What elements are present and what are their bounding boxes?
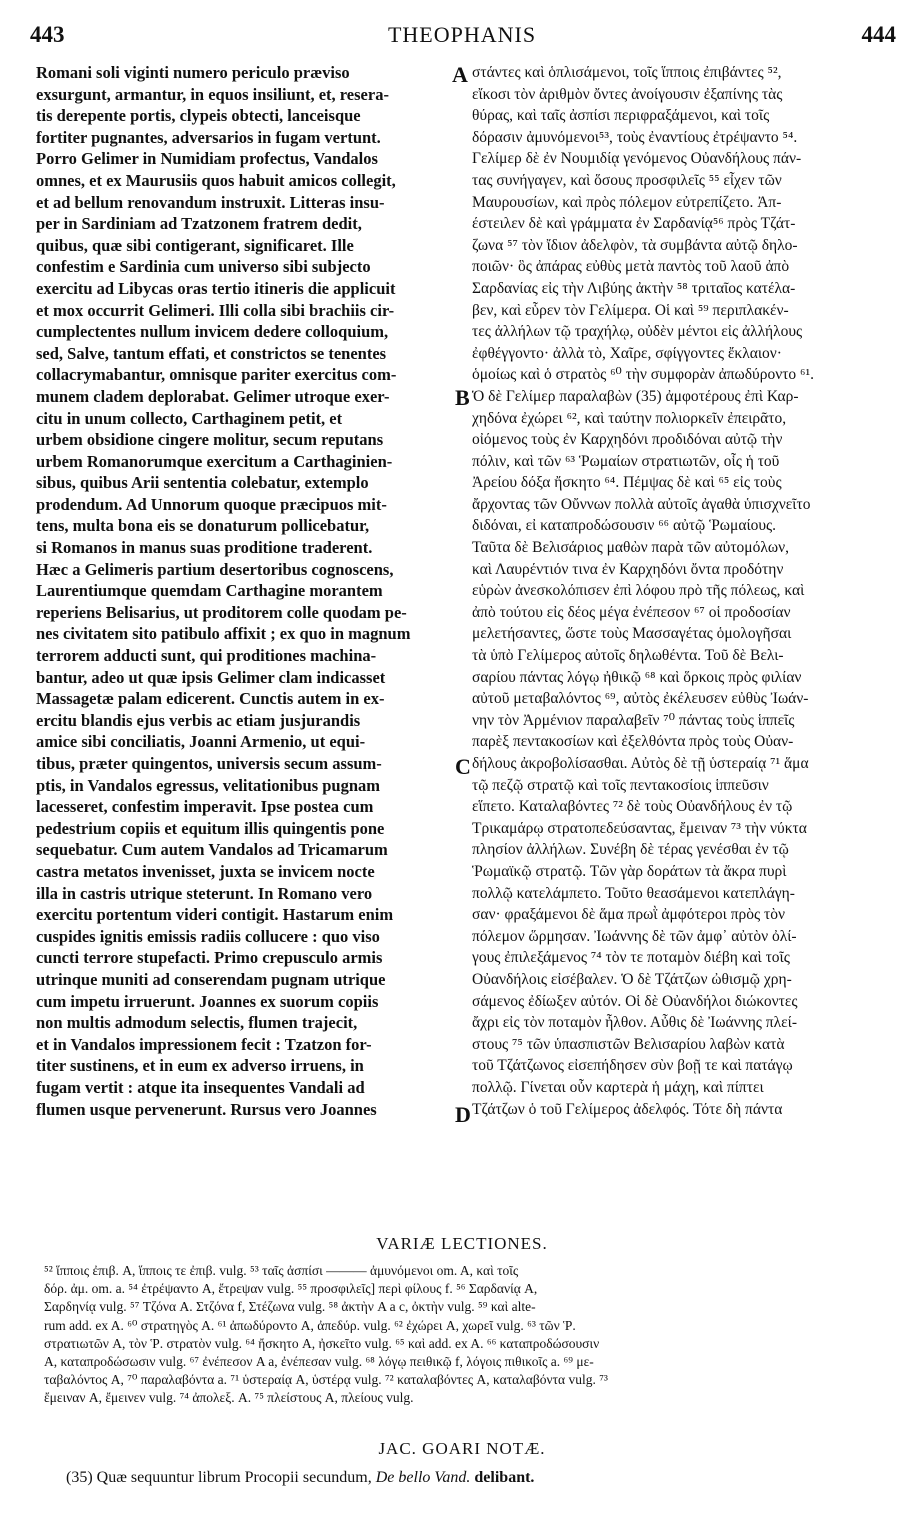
latin-line: bantur, adeo ut quæ ipsis Gelimer clam indicasset	[36, 667, 386, 687]
latin-line: nes civitatem sito patibulo affixit ; ex quo in magnum	[36, 624, 411, 644]
greek-line: ἐφθέγγοντο· ἀλλὰ τὸ, Χαῖρε, σφίγγοντες ἔκλαιον·	[472, 344, 782, 362]
greek-line: ἄρχοντας τῶν Οὔννων πολλὰ αὐτοῖς ἀγαθὰ ὑπισχνεῖτο	[472, 495, 811, 513]
latin-line: Porro Gelimer in Numidiam profectus, Vandalos	[36, 149, 378, 169]
greek-line: εὑρὼν ἀνεσκολόπισεν ἐπὶ λόφου πρὸ τῆς πόλεως, καὶ	[472, 582, 805, 600]
latin-line: lacesseret, confestim imperavit. Ipse postea cum	[36, 797, 374, 817]
latin-line: per in Sardiniam ad Tzatzonem fratrem dedit,	[36, 214, 362, 234]
latin-line: Hæc a Gelimeris partium desertoribus cognoscens,	[36, 559, 394, 579]
greek-line: Οὐανδήλοις εἰσέβαλεν. Ὁ δὲ Τζάτζων ὠθισμῷ χρη-	[472, 970, 792, 988]
greek-line: χηδόνα ἐχώρει ⁶², καὶ ταύτην πολιορκεῖν ἐπειρᾶτο,	[472, 409, 787, 427]
footnote-text: (35) Quæ sequuntur librum Procopii secundum,	[66, 1469, 372, 1486]
greek-line: οἰόμενος τοὺς ἐν Καρχηδόνι προδιδόναι αὐτῷ τὴν	[472, 431, 783, 449]
greek-line: στάντες καὶ ὁπλισάμενοι, τοῖς ἵπποις ἐπιβάντες ⁵²,	[472, 64, 782, 81]
greek-line: πλησίον ἀλλήλων. Συνέβη δὲ τέρας γενέσθαι ἐν τῷ	[472, 841, 789, 859]
variae-lectiones-heading: VARIÆ LECTIONES.	[376, 1234, 548, 1253]
latin-line: cuncti terrore stupefacti. Primo crepusculo armis	[36, 948, 383, 968]
greek-line: τας συνήγαγεν, καὶ ὅσους προσφιλεῖς ⁵⁵ εἶχεν τῶν	[472, 171, 782, 189]
latin-line: sed, Salve, tantum effati, et constrictos se tenentes	[36, 343, 387, 363]
latin-line: fugam vertit : atque ita insequentes Vandali ad	[36, 1077, 365, 1097]
latin-line: Massagetæ palam edicerent. Cunctis autem in ex-	[36, 689, 385, 709]
greek-line: δήλους ἀκροβολίσασθαι. Αὐτὸς δὲ τῇ ὑστεραίᾳ ⁷¹ ἅμα	[472, 755, 809, 772]
latin-line: sequebatur. Cum autem Vandalos ad Tricamarum	[36, 840, 388, 860]
latin-line: Laurentiumque quemdam Carthagine morantem	[36, 581, 383, 601]
latin-line: si Romanos in manus suas proditione traderent.	[36, 538, 373, 558]
greek-line: Τζάτζων ὁ τοῦ Γελίμερος ἀδελφός. Τότε δὴ πάντα	[472, 1100, 783, 1118]
footnote-reference: De bello Vand.	[375, 1469, 471, 1486]
latin-line: amice sibi conciliatis, Joanni Armenio, ut equi-	[36, 732, 366, 752]
greek-line: πόλεμον ὥρμησαν. Ἰωάννης δὲ τῶν ἀμφ᾽ αὐτὸν ὀλί-	[472, 927, 797, 945]
footnote-35	[66, 1469, 534, 1487]
greek-line: σάμενος ἐδίωξεν αὐτόν. Οἱ δὲ Οὐανδήλοι διώκοντες	[472, 992, 798, 1010]
greek-line: ἄχρι εἰς τὸν ποταμὸν ἦλθον. Αὖθις δὲ Ἰωάννης πλεί-	[472, 1014, 797, 1032]
greek-line: πόλιν, καὶ τῶν ⁶³ Ῥωμαίων στρατιωτῶν, οἷς ἡ τοῦ	[472, 452, 780, 470]
latin-line: omnes, et ex Maurusiis quos habuit amicos collegit,	[36, 170, 396, 190]
greek-line: ὁμοίως καὶ ὁ στρατὸς ⁶⁰ τὴν συμφορὰν ἀπωδύροντο ⁶¹.	[472, 366, 814, 384]
latin-line: utrinque muniti ad conserendam pugnam utrique	[36, 969, 386, 989]
variae-lectiones	[44, 1262, 900, 1408]
latin-line: quibus, quæ sibi contigerant, significaret. Ille	[36, 235, 354, 255]
variant-line: στρατιωτῶν A, τὸν Ῥ. στρατὸν vulg. ⁶⁴ ἤσκητο A, ἠσκεῖτο vulg. ⁶⁵ καὶ add. ex A. ⁶⁶ καταπροδώσουσιν	[44, 1335, 600, 1351]
latin-line: et mox occurrit Gelimeri. Illi colla sibi brachiis cir-	[36, 300, 395, 320]
latin-line: cumplectentes nullum invicem dedere colloquium,	[36, 322, 389, 342]
latin-line: fortiter pugnantes, adversarios in fugam vertunt.	[36, 127, 381, 147]
latin-line: urbem Romanorumque exercitum a Carthaginien-	[36, 451, 393, 471]
greek-line: καὶ Λαυρέντιόν τινα ἐν Καρχηδόνι ὄντα προδότην	[472, 560, 784, 578]
greek-line: βεν, καὶ εὗρεν τὸν Γελίμερα. Οἱ καὶ ⁵⁹ περιπλακέν-	[472, 301, 789, 319]
latin-line: urbem obsidione cingere molitur, secum reputans	[36, 430, 384, 450]
greek-line: Ἀρείου δόξα ἤσκητο ⁶⁴. Πέμψας δὲ καὶ ⁶⁵ εἰς τοὺς	[472, 474, 782, 492]
greek-line: τες ἀλλήλων τῷ τραχήλῳ, οὐδὲν μέντοι εἰς ἀλλήλους	[472, 323, 803, 341]
latin-line: cum impetu irruerunt. Joannes ex suorum copiis	[36, 991, 379, 1011]
variant-line: ⁵² ἵπποις ἐπιβ. A, ἵπποις τε ἐπιβ. vulg. ⁵³ ταῖς ἀσπίσι ——— ἀμυνόμενοι om. A, καὶ τοῖς	[44, 1263, 519, 1278]
latin-line: terrorem adducti sunt, qui proditiones machina-	[36, 646, 377, 666]
greek-line: θύρας, καὶ ταῖς ἀσπίσι περιφραξάμενοι, καὶ τοῖς	[472, 107, 770, 125]
latin-line: illa in castris utrique steterunt. In Romano vero	[36, 883, 373, 903]
greek-line: τὰ ὑπὸ Γελίμερος αὐτοῖς δηλωθέντα. Τοῦ δὲ Βελι-	[472, 647, 784, 665]
running-header	[0, 0, 924, 47]
greek-line: δόρασιν ἀμυνόμενοι⁵³, τοὺς ἐναντίους ἐτρέψαντο ⁵⁴.	[472, 128, 798, 146]
latin-line: exercitu ad Libycas oras tertio itineris die applicuit	[36, 278, 396, 298]
greek-line: Τρικαμάρῳ στρατοπεδεύσαντας, ἔμειναν ⁷³ τὴν νύκτα	[472, 819, 807, 837]
greek-line: Ῥωμαϊκῷ στρατῷ. Τῶν γὰρ δοράτων τὰ ἄκρα πυρὶ	[472, 862, 787, 880]
greek-line: τοῦ Τζάτζωνος εἰσεπήδησεν σὺν βοῇ τε καὶ πατάγῳ	[472, 1057, 793, 1075]
greek-column	[472, 62, 900, 1120]
greek-line: πολλῷ κατελάμπετο. Τοῦτο θεασάμενοι κατεπλάγη-	[472, 884, 795, 902]
latin-line: et in Vandalos impressionem fecit : Tzatzon for-	[36, 1034, 372, 1054]
latin-line: exsurgunt, armantur, in equos insiliunt, et, resera-	[36, 84, 389, 104]
latin-line: titer sustinens, et in eum ex adverso irruens, in	[36, 1056, 364, 1076]
latin-line: tis derepente portis, clypeis obtecti, lanceisque	[36, 106, 361, 126]
greek-line: Ταῦτα δὲ Βελισάριος μαθὼν παρὰ τῶν αὐτομόλων,	[472, 539, 789, 557]
section-marker-a: A	[452, 62, 468, 87]
greek-line: έστειλεν δὲ καὶ γράμματα ἐν Σαρδανίᾳ⁵⁶ πρὸς Τζάτ-	[472, 215, 796, 233]
latin-line: et ad bellum renovandum instruxit. Litteras insu-	[36, 192, 385, 212]
page-number-right: 444	[861, 22, 896, 47]
latin-line: reperiens Belisarius, ut proditorem colle quodam pe-	[36, 602, 407, 622]
greek-line: σαρίου πάντας λόγῳ ἠθικῷ ⁶⁸ καὶ ὅρκοις πρὸς φιλίαν	[472, 668, 802, 686]
latin-line: prodendum. Ad Unnorum quoque præcipuos mit-	[36, 494, 387, 514]
page-number-left: 443	[30, 22, 65, 47]
section-marker-d: D	[455, 1102, 471, 1127]
latin-line: non multis admodum selectis, flumen trajecit,	[36, 1013, 358, 1033]
greek-line: στους ⁷⁵ τῶν ὑπασπιστῶν Βελισαρίου λαβὼν κατὰ	[472, 1035, 785, 1053]
latin-line: tens, multa bona eis se donaturum pollicebatur,	[36, 516, 370, 536]
notae-heading: JAC. GOARI NOTÆ.	[378, 1439, 546, 1458]
greek-line: ζωνα ⁵⁷ τὸν ἴδιον ἀδελφὸν, τὰ συμβάντα αὐτῷ δηλο-	[472, 236, 798, 254]
latin-line: citu in unum collecto, Carthaginem petit, et	[36, 408, 343, 428]
variant-line: A, καταπροδώσωσιν vulg. ⁶⁷ ἐνέπεσον A a, ἐνέπεσαν vulg. ⁶⁸ λόγῳ πειθικῷ f, λόγοις πιθικοῖς a. ⁶⁹ με-	[44, 1353, 594, 1369]
greek-line: αὐτοῦ μεταβαλόντος ⁶⁹, αὐτὸς ἐκέλευσεν εὐθὺς Ἰωάν-	[472, 690, 809, 708]
greek-line: ποιῶν· ὃς ἀπάρας εὐθὺς μετὰ παντὸς τοῦ λαοῦ ἀπὸ	[472, 258, 790, 276]
running-title: THEOPHANIS	[387, 22, 537, 47]
latin-line: sibus, quibus Arii sententia colebatur, extemplo	[36, 473, 369, 493]
greek-line: παρὲξ πεντακοσίων καὶ ἐξελθόντα πρὸς τοὺς Οὐαν-	[472, 733, 794, 751]
greek-line: σαν· φραξάμενοι δὲ ἅμα πρωῒ ἀμφότεροι πρὸς τὸν	[472, 906, 786, 924]
latin-line: ptis, in Vandalos egressus, velitationibus pugnam	[36, 775, 381, 795]
greek-line: εἵπετο. Καταλαβόντες ⁷² δὲ τοὺς Οὐανδήλους ἐν τῷ	[472, 798, 793, 816]
greek-line: διδόναι, εἰ καταπροδώσουσιν ⁶⁶ αὐτῷ Ῥωμαίους.	[472, 517, 777, 535]
latin-line: flumen usque pervenerunt. Rursus vero Joannes	[36, 1099, 377, 1119]
variant-line: ἔμειναν A, ἔμεινεν vulg. ⁷⁴ ἀπολεξ. A. ⁷⁵ πλείστους A, πλείους vulg.	[44, 1390, 414, 1406]
variant-line: ταβαλόντος A, ⁷⁰ παραλαβόντα a. ⁷¹ ὑστεραίᾳ A, ὑστέρᾳ vulg. ⁷² καταλαβόντες A, καταλαβόντα vulg. ⁷³	[44, 1372, 608, 1388]
greek-line: νην τὸν Ἀρμένιον παραλαβεῖν ⁷⁰ πάντας τοὺς ἱππεῖς	[472, 711, 795, 729]
greek-line: πολλῷ. Γίνεται οὖν καρτερὰ ἡ μάχη, καὶ πίπτει	[472, 1078, 764, 1096]
greek-line: τῷ πεζῷ στρατῷ καὶ τοῖς πεντακοσίοις ἱππεῦσιν	[472, 776, 769, 794]
latin-column	[36, 62, 454, 1120]
greek-line: μελετήσαντες, ὥστε τοὺς Μασσαγέτας ὁμολογῆσαι	[472, 625, 792, 643]
variant-line: rum add. ex A. ⁶⁰ στρατηγὸς A. ⁶¹ ἀπωδύροντο A, ἀπεδύρ. vulg. ⁶² ἐχώρει A, χωρεῖ vulg. ⁶³ τῶν Ῥ.	[44, 1317, 576, 1333]
greek-line: Ὁ δὲ Γελίμερ παραλαβὼν (35) ἀμφοτέρους ἐπὶ Καρ-	[472, 387, 799, 405]
latin-line: cuspides ignitis emissis radiis collucere : quo viso	[36, 926, 380, 946]
greek-line: Γελίμερ δὲ ἐν Νουμιδίᾳ γενόμενος Οὐανδήλους πάν-	[472, 150, 802, 168]
greek-line: εἴκοσι τὸν ἀριθμὸν ὄντες ἀνοίγουσιν ἐξαπίνης τὰς	[472, 85, 783, 103]
latin-line: pedestrium copiis et equitum illis quingentis pone	[36, 818, 385, 838]
greek-line: Μαυρουσίων, καὶ πρὸς πόλεμον εὐτρεπίζετο. Ἀπ-	[472, 193, 782, 211]
latin-line: collacrymabantur, omnisque pariter exercitus com-	[36, 365, 397, 385]
greek-line: γους ἐπιλεξάμενος ⁷⁴ τὸν τε ποταμὸν διέβη καὶ τοῖς	[472, 949, 790, 967]
section-marker-c: C	[455, 754, 471, 779]
greek-line: ἀπὸ τούτου εἰς δέος μέγα ἐνέπεσον ⁶⁷ οἱ προδοσίαν	[472, 603, 791, 621]
footnote-tail: delibant.	[474, 1469, 535, 1486]
section-marker-b: B	[455, 385, 470, 410]
latin-line: munem cladem deplorabat. Gelimer utroque exer-	[36, 386, 390, 406]
variant-line: δόρ. ἀμ. om. a. ⁵⁴ ἐτρέψαντο A, ἔτρεψαν vulg. ⁵⁵ προσφιλεῖς] περὶ φίλους f. ⁵⁶ Σαρδανίᾳ A,	[44, 1281, 538, 1297]
greek-line: Σαρδανίας εἰς τὴν Λιβύης ἀκτὴν ⁵⁸ τριταῖος κατέλα-	[472, 279, 796, 297]
latin-line: tibus, præter quingentos, universis secum assum-	[36, 754, 382, 773]
latin-line: castra metatos invenisset, juxta se invicem nocte	[36, 861, 375, 881]
latin-line: ercitu blandis ejus verbis ac etiam jusjurandis	[36, 710, 361, 730]
latin-line: confestim e Sardinia cum universo sibi subjecto	[36, 257, 371, 277]
latin-line: exercitu portentum videri contigit. Hastarum enim	[36, 905, 394, 925]
latin-line: Romani soli viginti numero periculo præviso	[36, 63, 350, 82]
variant-line: Σαρδηνίᾳ vulg. ⁵⁷ Τζόνα A. Στζόνα f, Στέζωνα vulg. ⁵⁸ ἀκτὴν A a c, ὀκτὴν vulg. ⁵⁹ καὶ alte-	[44, 1299, 536, 1315]
